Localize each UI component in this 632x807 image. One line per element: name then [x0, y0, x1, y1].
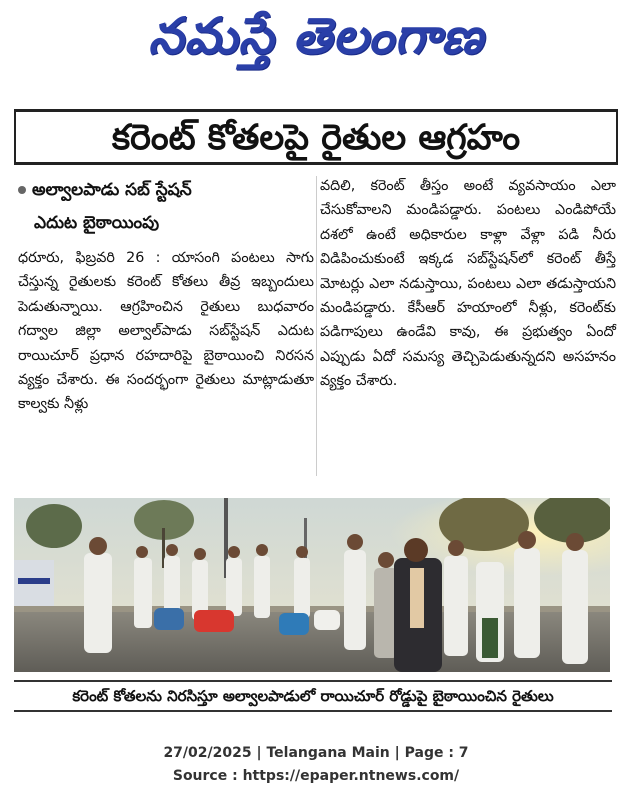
article-body-left: ధరూరు, ఫిబ్రవరి 26 : యాసంగి పంటలు సాగు చేస్తున్న రైతులకు కరెంట్ కోతలు తీవ్ర ఇబ్బందులు పెడుతున్నాయి. ఆగ్రహించిన రైతులు బుధవారం గద్వాల జిల్లా అల్వాల్‌పాడు సబ్‌స్టేషన్ ఎదుట రాయిచూర్ ప్రధాన రహదారిపై బైఠాయించి నిరసన వ్యక్తం చేశారు. ఈ సందర్భంగా రైతులు మాట్లాడుతూ కాల్వకు నీళ్లు — [18, 250, 314, 413]
headline-box — [14, 109, 618, 165]
article-headline: కరెంట్ కోతలపై రైతుల ఆగ్రహం — [111, 118, 521, 158]
article-subheading — [18, 174, 314, 240]
bullet-icon — [18, 186, 26, 194]
article-photo — [14, 498, 610, 672]
source-info: Source : https://epaper.ntnews.com/ — [172, 768, 460, 784]
article-column-left — [18, 174, 314, 417]
photo-caption: కరెంట్ కోతలను నిరసిస్తూ అల్వాలపాడులో రాయిచూర్ రోడ్డుపై బైఠాయించిన రైతులు — [14, 680, 612, 712]
article-column-right — [320, 174, 616, 394]
column-divider — [316, 176, 317, 476]
article-body-right: వదిలి, కరెంట్ తీస్తం అంటే వ్యవసాయం ఎలా చేసుకోవాలని మండిపడ్డారు. పంటలు ఎండిపోయే దశలో ఉంటే అధికారుల కాళ్లా వేళ్లా పడి నీరు విడిపించుకుంటే ఇక్కడ సబ్‌స్టేషన్‌లో కరెంట్ తీస్తే మోటర్లు ఎలా నడుస్తాయి, పంటలు ఎలా తడుస్తాయని మండిపడ్డారు. కేసీఆర్ హయాంలో నీళ్లు, కరెంట్‌కు పడిగాపులు ఉండేవి కావు, ఈ ప్రభుత్వం ఏందో ఎప్పుడు ఏదో సమస్య తెచ్చిపెడుతున్నదని అసహనం వ్యక్తం చేశారు. — [320, 178, 616, 390]
masthead-title: నమస్తే తెలంగాణ — [148, 7, 484, 65]
subhead-line-2: ఎదుట బైఠాయింపు — [34, 213, 160, 233]
subhead-line-1: అల్వాలపాడు సబ్ స్టేషన్ — [32, 180, 192, 200]
newspaper-masthead — [0, 0, 632, 80]
edition-info: 27/02/2025 | Telangana Main | Page : 7 — [163, 745, 469, 761]
farmers-protest-photo — [14, 498, 610, 672]
